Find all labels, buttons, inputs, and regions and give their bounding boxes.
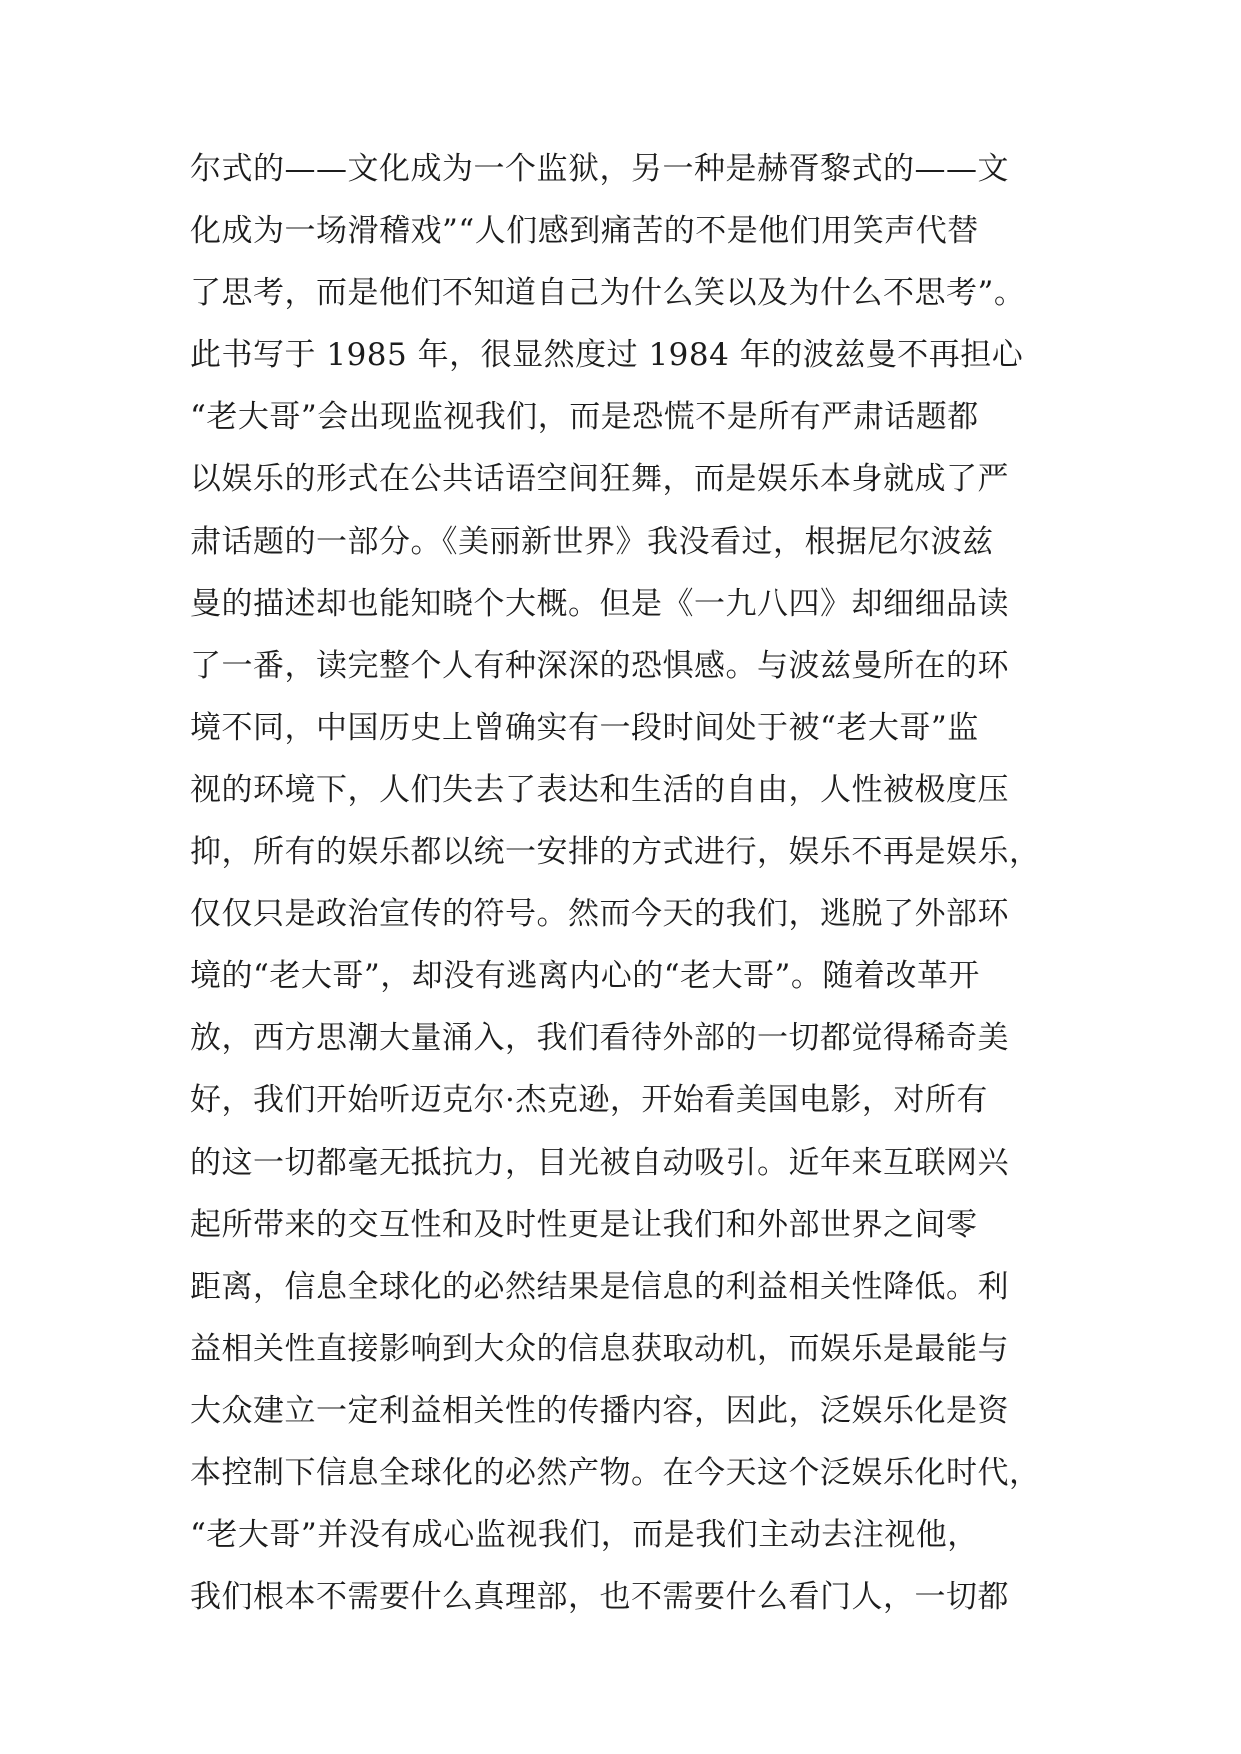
text-line: 好，我们开始听迈克尔·杰克逊，开始看美国电影，对所有 — [190, 1082, 988, 1119]
text-line: 抑，所有的娱乐都以统一安排的方式进行，娱乐不再是娱乐， — [190, 834, 1041, 871]
text-line: 曼的描述却也能知晓个大概。但是《一九八四》却细细品读 — [190, 585, 1009, 622]
text-line: 此书写于 1985 年，很显然度过 1984 年的波兹曼不再担心 — [190, 337, 1024, 374]
text-line: 了一番，读完整个人有种深深的恐惧感。与波兹曼所在的环 — [190, 647, 1009, 684]
text-line: 放，西方思潮大量涌入，我们看待外部的一切都觉得稀奇美 — [190, 1020, 1009, 1057]
text-line: 大众建立一定利益相关性的传播内容，因此，泛娱乐化是资 — [190, 1392, 1009, 1429]
body-paragraph — [190, 138, 1070, 1628]
text-line: “老大哥”并没有成心监视我们，而是我们主动去注视他， — [190, 1517, 979, 1554]
text-line: 仅仅只是政治宣传的符号。然而今天的我们，逃脱了外部环 — [190, 896, 1009, 933]
text-line: 距离，信息全球化的必然结果是信息的利益相关性降低。利 — [190, 1268, 1009, 1305]
text-line: 境不同，中国历史上曾确实有一段时间处于被“老大哥”监 — [190, 709, 979, 746]
text-line: 境的“老大哥”，却没有逃离内心的“老大哥”。随着改革开 — [190, 958, 980, 995]
text-line: 益相关性直接影响到大众的信息获取动机，而娱乐是最能与 — [190, 1330, 1009, 1367]
text-line: 了思考，而是他们不知道自己为什么笑以及为什么不思考”。 — [190, 275, 1026, 312]
text-line: 我们根本不需要什么真理部，也不需要什么看门人，一切都 — [190, 1579, 1009, 1616]
text-line: 本控制下信息全球化的必然产物。在今天这个泛娱乐化时代， — [190, 1454, 1041, 1491]
text-line: 肃话题的一部分。《美丽新世界》我没看过，根据尼尔波兹 — [190, 523, 994, 560]
text-line: 起所带来的交互性和及时性更是让我们和外部世界之间零 — [190, 1206, 978, 1243]
text-line: 的这一切都毫无抵抗力，目光被自动吸引。近年来互联网兴 — [190, 1144, 1009, 1181]
text-line: 视的环境下，人们失去了表达和生活的自由，人性被极度压 — [190, 771, 1009, 808]
text-line: 以娱乐的形式在公共话语空间狂舞，而是娱乐本身就成了严 — [190, 461, 1009, 498]
text-line: 尔式的——文化成为一个监狱，另一种是赫胥黎式的——文 — [190, 151, 1009, 187]
text-line: 化成为一场滑稽戏”“人们感到痛苦的不是他们用笑声代替 — [190, 213, 979, 250]
text-line: “老大哥”会出现监视我们，而是恐慌不是所有严肃话题都 — [190, 399, 979, 436]
